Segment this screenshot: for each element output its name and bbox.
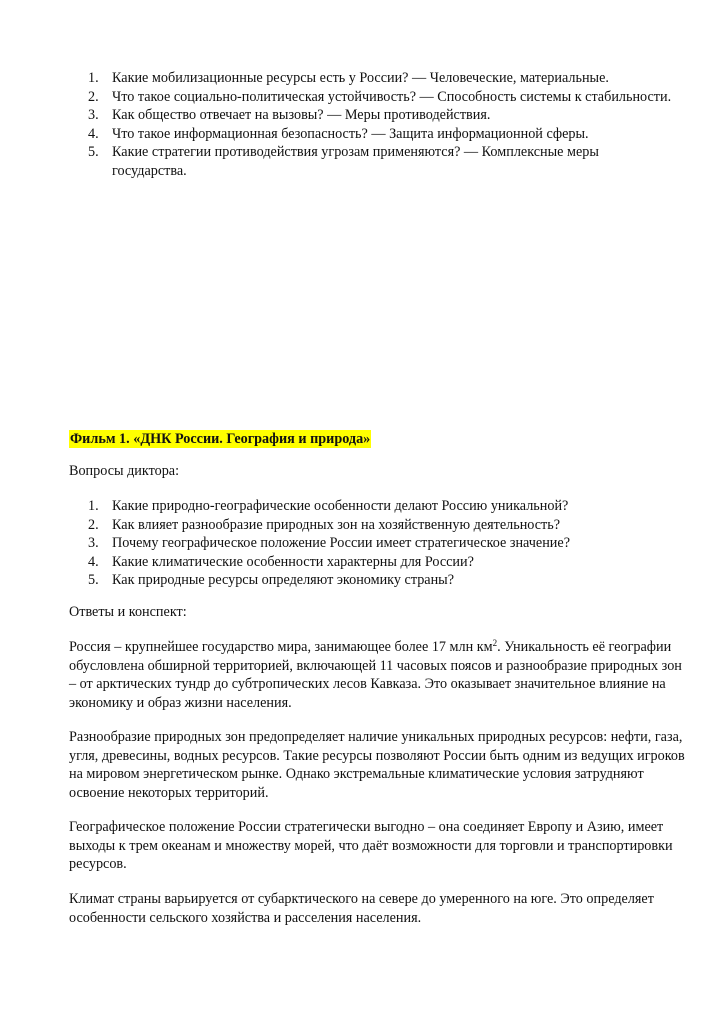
- list-item: [88, 69, 700, 88]
- paragraph-resources: Разнообразие природных зон предопределяет наличие уникальных природных ресурсов: нефти, газа, угля, древесины, водных ресурсов. Такие ресурсы позволяют России быть одним из ведущих игроков на мировом энергетическом рынке. Однако экстремальные климатические условия затрудняют освоение некоторых территорий.: [69, 729, 685, 801]
- list-item-number: 2.: [88, 516, 99, 533]
- top-questions-list: [88, 69, 700, 181]
- list-item: [88, 553, 700, 572]
- list-item-text: Что такое социально-политическая устойчивость? — Способность системы к стабильности.: [112, 88, 672, 105]
- paragraph-text: . Уникальность её географии обусловлена обширной территорией, включающей 11 часовых поясов и разнообразие природных зон – от арктических тундр до субтропических лесов Кавказа. Это оказывает значительное влияние на экономику и образ жизни населения.: [69, 639, 682, 711]
- list-item: [88, 571, 700, 590]
- list-item: [88, 88, 700, 107]
- list-item: [88, 534, 700, 553]
- list-item: [88, 516, 700, 535]
- paragraph-area: [69, 638, 687, 712]
- list-item-number: 4.: [88, 125, 99, 142]
- list-item-text: Какие стратегии противодействия угрозам применяются? — Комплексные меры государства.: [112, 144, 599, 179]
- film-questions-list: [88, 497, 700, 590]
- list-item-number: 5.: [88, 144, 99, 161]
- list-item-text: Как общество отвечает на вызовы? — Меры противодействия.: [112, 107, 491, 124]
- list-item-number: 1.: [88, 498, 99, 514]
- superscript: 2: [492, 638, 498, 648]
- questions-label: Вопросы диктора:: [69, 463, 180, 479]
- list-item: [88, 106, 700, 125]
- film-title: Фильм 1. «ДНК России. География и природа»: [70, 431, 371, 447]
- list-item: [88, 143, 632, 180]
- list-item-text: Как природные ресурсы определяют экономику страны?: [112, 572, 455, 589]
- paragraph-climate: Климат страны варьируется от субарктического на севере до умеренного на юге. Это определяет особенности сельского хозяйства и расселения населения.: [69, 891, 654, 926]
- list-item-number: 4.: [88, 553, 99, 570]
- list-item-number: 5.: [88, 572, 99, 589]
- list-item-number: 2.: [88, 88, 99, 105]
- list-item-text: Как влияет разнообразие природных зон на хозяйственную деятельность?: [112, 516, 561, 533]
- list-item-text: Какие климатические особенности характерны для России?: [112, 553, 474, 570]
- list-item-text: Какие мобилизационные ресурсы есть у России? — Человеческие, материальные.: [112, 70, 609, 86]
- list-item-text: Какие природно-географические особенности делают Россию уникальной?: [112, 498, 569, 514]
- list-item: [88, 125, 700, 144]
- list-item-text: Почему географическое положение России имеет стратегическое значение?: [112, 535, 570, 552]
- answers-label: Ответы и конспект:: [69, 604, 187, 620]
- paragraph-text: Россия – крупнейшее государство мира, занимающее более 17 млн км: [69, 639, 493, 655]
- list-item-number: 3.: [88, 535, 99, 552]
- list-item-text: Что такое информационная безопасность? — Защита информационной сферы.: [112, 125, 589, 142]
- list-item-number: 1.: [88, 70, 99, 86]
- list-item: [88, 497, 700, 516]
- paragraph-position: Географическое положение России стратегически выгодно – она соединяет Европу и Азию, имеет выходы к трем океанам и множеству морей, что даёт возможности для торговли и транспортировки ресурсов.: [69, 819, 673, 873]
- list-item-number: 3.: [88, 107, 99, 124]
